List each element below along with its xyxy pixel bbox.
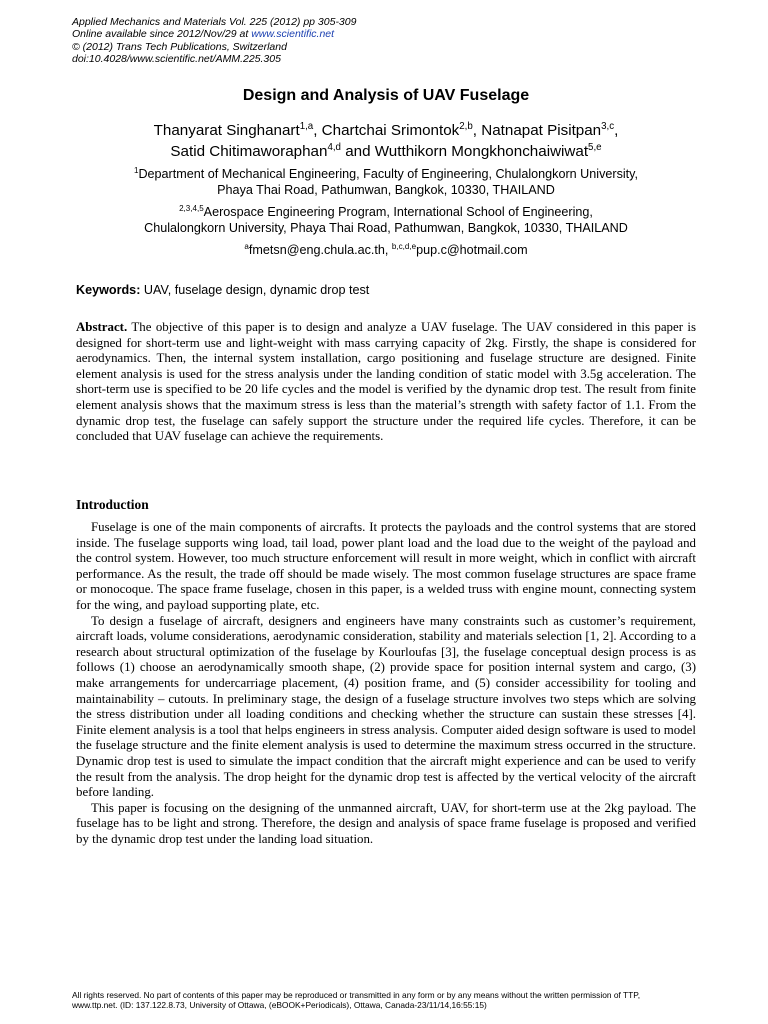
affiliation-line: Chulalongkorn University, Phaya Thai Road, Pathumwan, Bangkok, 10330, THAILAND xyxy=(144,221,628,236)
body-paragraph: To design a fuselage of aircraft, designers and engineers have many constraints such as customer’s requirement, aircraft loads, volume considerations, aerodynamic consideration, stability and materials selection [1, 2]. According to a research about structural optimization of the fuselage by Kourloufas [3], the fuselage conceptual design process is as follows (1) choose an aerodynamically smooth shape, (2) provide space for position internal system and cargo, (3) make arrangements for undercarriage placement, (4) position frame, and (5) consider accessibility for tooling and maintainability – cutouts. In preliminary stage, the design of a fuselage structure involves two steps which are solving the stress distribution under all loading conditions and checking whether the structure can sustain these stresses [4]. Finite element analysis is a tool that helps engineers in stress analysis. Computer aided design software is used to model the fuselage structure and the finite element analysis is used to determine the maximum stress occurred in the structure. Dynamic drop test is used to simulate the impact condition that the aircraft might experience and can be used to verify the result from the analysis. The drop height for the dynamic drop test is affected by the vertical velocity of the aircraft before landing. xyxy=(76,613,696,800)
copyright-footer xyxy=(72,991,722,1010)
affiliation-line: Aerospace Engineering Program, International School of Engineering, xyxy=(203,205,593,219)
affiliation-1 xyxy=(72,166,700,199)
footer-line: All rights reserved. No part of contents of this paper may be reproduced or transmitted in any form or by any means without the written permission of TTP, xyxy=(72,990,641,1000)
email-mark: a xyxy=(244,242,249,252)
section-heading-introduction: Introduction xyxy=(76,497,149,512)
email-address: pup.c@hotmail.com xyxy=(416,243,528,257)
author-name: Thanyarat Singhanart xyxy=(153,122,300,139)
author-emails xyxy=(72,242,700,258)
keywords-label: Keywords: xyxy=(76,283,141,297)
affiliation-line: Department of Mechanical Engineering, Faculty of Engineering, Chulalongkorn University, xyxy=(138,167,639,181)
abstract-label: Abstract. xyxy=(76,320,128,334)
email-mark: b,c,d,e xyxy=(391,242,417,252)
journal-header xyxy=(72,16,712,65)
author-separator: , xyxy=(313,122,322,139)
author-affiliation-mark: 4,d xyxy=(327,142,341,154)
author-name: Chartchai Srimontok xyxy=(321,122,460,139)
author-list xyxy=(72,120,700,162)
body-paragraph: Fuselage is one of the main components of aircrafts. It protects the payloads and the control systems that are stored inside. The fuselage supports wing load, tail load, power plant load and the load due to the weight of the payload and the control system. However, too much structure enforcement will result in more weight, which in conflict with aircraft performance. As the result, the trade off should be made wisely. The most common fuselage structures are space frame or monocoque. The space frame fuselage, chosen in this paper, is a welded truss with engine mount, connecting system for the wing, and payload supporting plate, etc. xyxy=(76,520,696,612)
keywords xyxy=(76,282,700,298)
publisher-link[interactable]: www.scientific.net xyxy=(251,28,335,41)
author-affiliation-mark: 5,e xyxy=(588,142,602,154)
affiliation-line: Phaya Thai Road, Pathumwan, Bangkok, 10330, THAILAND xyxy=(217,183,555,198)
author-separator: , xyxy=(614,122,619,139)
journal-citation: Applied Mechanics and Materials Vol. 225 (2012) pp 305-309 xyxy=(72,16,357,28)
footer-line: www.ttp.net. (ID: 137.122.8.73, University of Ottawa, (eBOOK+Periodicals), Ottawa, Canada-23/11/14,16:55:15) xyxy=(72,999,487,1010)
author-affiliation-mark: 3,c xyxy=(601,121,615,133)
online-availability xyxy=(72,28,712,40)
author-affiliation-mark: 2,b xyxy=(459,121,473,133)
paper-title: Design and Analysis of UAV Fuselage xyxy=(242,87,530,104)
affiliation-mark: 1 xyxy=(133,166,139,176)
author-affiliation-mark: 1,a xyxy=(299,121,314,133)
author-separator: and xyxy=(340,143,375,160)
keywords-value: UAV, fuselage design, dynamic drop test xyxy=(140,283,370,297)
abstract-text: The objective of this paper is to design and analyze a UAV fuselage. The UAV considered in this paper is designed for short-term use and light-weight with mass carrying capacity of 2kg. Firstly, the shape is considered for aerodynamics. Then, the internal system installation, cargo positioning and fuselage structure are designed. Finite element analysis is used for the stress analysis under the landing condition of static model with 3.5g acceleration. The short-term use is specified to be 20 life cycles and the model is verified by the dynamic drop test. The result from finite element analysis shows that the maximum stress is less than the material’s strength with safety factor of 1.1. From the dynamic drop test, the fuselage can safely support the structure under the required life cycles. Therefore, it can be concluded that UAV fuselage can achieve the requirements. xyxy=(76,320,696,444)
author-name: Satid Chitimaworaphan xyxy=(170,143,328,160)
author-name: Wutthikorn Mongkhonchaiwiwat xyxy=(374,143,589,160)
email-address: fmetsn@eng.chula.ac.th, xyxy=(248,243,392,257)
author-separator: , xyxy=(472,122,482,139)
affiliation-mark: 2,3,4,5 xyxy=(179,204,204,214)
introduction-body xyxy=(76,520,696,847)
body-paragraph: This paper is focusing on the designing of the unmanned aircraft, UAV, for short-term use at the 2kg payload. The fuselage has to be light and strong. Therefore, the design and analysis of space frame fuselage is proposed and verified by the dynamic drop test under the landing load situation. xyxy=(76,800,696,846)
online-prefix: Online available since 2012/Nov/29 at xyxy=(72,28,252,41)
author-name: Natnapat Pisitpan xyxy=(481,122,602,139)
abstract-paragraph xyxy=(76,320,696,445)
copyright-line: © (2012) Trans Tech Publications, Switzerland xyxy=(72,40,287,53)
affiliation-2 xyxy=(72,204,700,237)
doi-line: doi:10.4028/www.scientific.net/AMM.225.305 xyxy=(72,52,281,65)
abstract xyxy=(76,320,696,445)
